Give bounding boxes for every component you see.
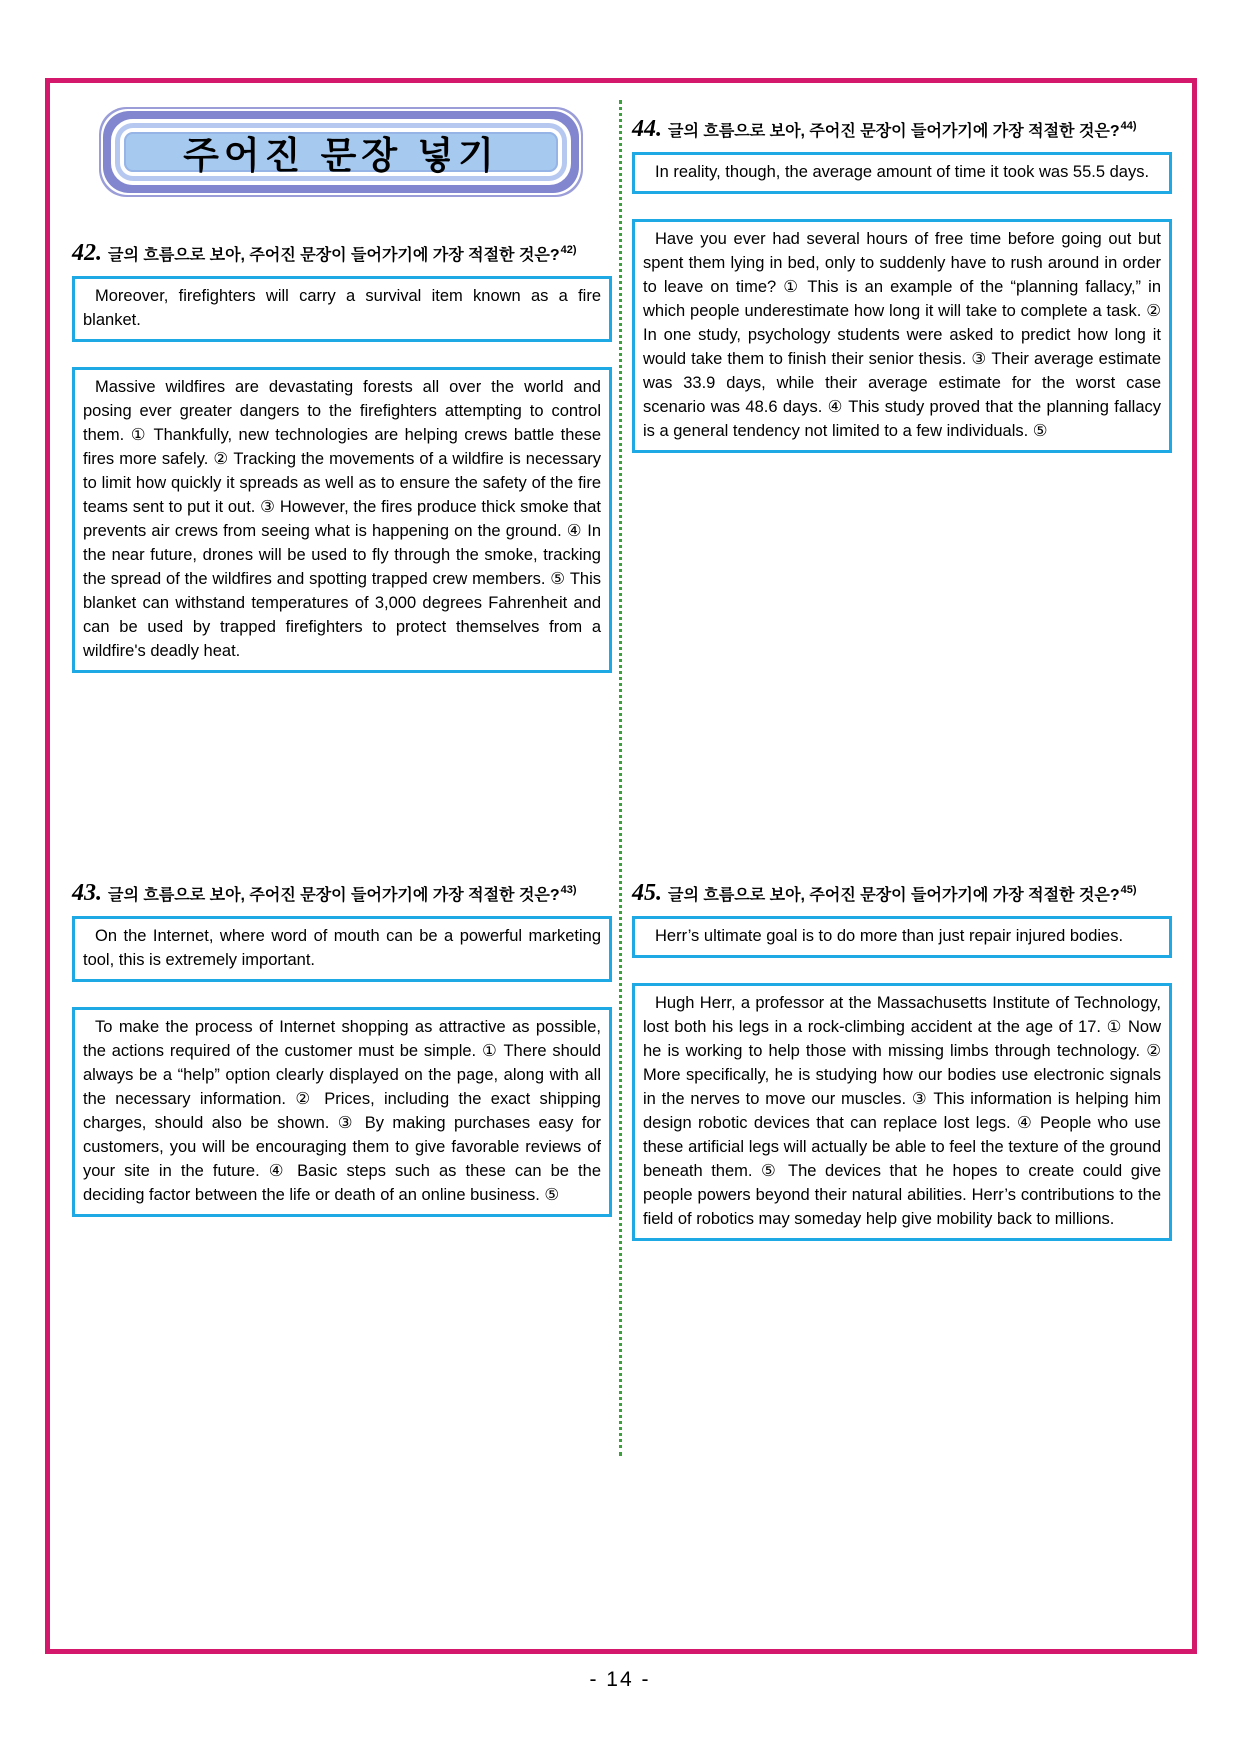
question-42-header [72,240,612,270]
question-43-prompt: 글의 흐름으로 보아, 주어진 문장이 들어가기에 가장 적절한 것은? [108,887,560,904]
question-42-footnote-ref: 42) [560,244,577,256]
question-44-footnote-ref: 44) [1120,120,1137,132]
question-44-prompt: 글의 흐름으로 보아, 주어진 문장이 들어가기에 가장 적절한 것은? [668,123,1120,140]
page-number: - 14 - [589,1668,651,1691]
question-44-number: 44. [632,116,662,142]
question-42-prompt: 글의 흐름으로 보아, 주어진 문장이 들어가기에 가장 적절한 것은? [108,247,560,264]
question-43-passage-box [72,1007,612,1217]
question-44-given-sentence: In reality, though, the average amount of time it took was 55.5 days. [655,163,1150,181]
question-42-given-sentence: Moreover, firefighters will carry a survival item known as a fire blanket. [83,287,601,329]
question-43-given-sentence: On the Internet, where word of mouth can be a powerful marketing tool, this is extremely important. [83,927,601,969]
question-43 [72,880,612,1217]
question-42-passage-box [72,367,612,673]
question-45-footnote-ref: 45) [1120,884,1137,896]
question-45 [632,880,1172,1241]
question-42-passage: Massive wildfires are devastating forests all over the world and posing ever greater dangers to the firefighters attempting to control them. ① Thankfully, new technologies are helping crews battle these fires more safely. ② Tracking the movements of a wildfire is necessary to limit how quickly it spreads as well as to ensure the safety of the fire teams sent to put it out. ③ However, the fires produce thick smoke that prevents air crews from seeing what is happening on the ground. ④ In the near future, drones will be used to fly through the smoke, tracking the spread of the wildfires and spotting trapped crew members. ⑤ This blanket can withstand temperatures of 3,000 degrees Fahrenheit and can be used by trapped firefighters to protect themselves from a wildfire's deadly heat. [83,378,601,660]
question-43-number: 43. [72,880,102,906]
question-44-passage: Have you ever had several hours of free time before going out but spent them lying in bed, only to suddenly have to rush around in order to leave on time? ① This is an example of the “planning fallacy,” in which people underestimate how long it will take to complete a task. ② In one study, psychology students were asked to predict how long it would take them to finish their senior thesis. ③ Their average estimate was 33.9 days, while their average estimate for the worst case scenario was 48.6 days. ④ This study proved that the planning fallacy is a general tendency not limited to a few individuals. ⑤ [643,230,1161,440]
section-title-box [124,132,558,176]
question-43-footnote-ref: 43) [560,884,577,896]
question-45-header [632,880,1172,910]
column-divider [619,100,622,1456]
question-43-header [72,880,612,910]
question-44-header [632,116,1172,146]
question-45-given-sentence-box [632,916,1172,958]
question-45-number: 45. [632,880,662,906]
question-45-given-sentence: Herr’s ultimate goal is to do more than just repair injured bodies. [655,927,1124,945]
question-44-passage-box [632,219,1172,453]
question-42 [72,240,612,673]
question-43-given-sentence-box [72,916,612,982]
question-45-passage: Hugh Herr, a professor at the Massachusetts Institute of Technology, lost both his legs in a rock-climbing accident at the age of 17. ① Now he is working to help those with missing limbs through technology. ② More specifically, he is studying how our bodies use electronic signals in the nerves to move our muscles. ③ This information is helping him design robotic devices that can replace lost legs. ④ People who use these artificial legs will actually be able to feel the texture of the ground beneath them. ⑤ The devices that he hopes to create could give people powers beyond their natural abilities. Herr’s contributions to the field of robotics may someday help give mobility back to millions. [643,994,1161,1228]
question-43-passage: To make the process of Internet shopping as attractive as possible, the actions required of the customer must be simple. ① There should always be a “help” option clearly displayed on the page, along with all the necessary information. ② Prices, including the exact shipping charges, should also be shown. ③ By making purchases easy for customers, you will be encouraging them to give favorable reviews of your site in the future. ④ Basic steps such as these can be the deciding factor between the life or death of an online business. ⑤ [83,1018,601,1204]
question-44 [632,116,1172,453]
question-45-passage-box [632,983,1172,1241]
question-45-prompt: 글의 흐름으로 보아, 주어진 문장이 들어가기에 가장 적절한 것은? [668,887,1120,904]
question-42-given-sentence-box [72,276,612,342]
question-42-number: 42. [72,240,102,266]
section-title: 주어진 문장 넣기 [183,135,499,176]
question-44-given-sentence-box [632,152,1172,194]
